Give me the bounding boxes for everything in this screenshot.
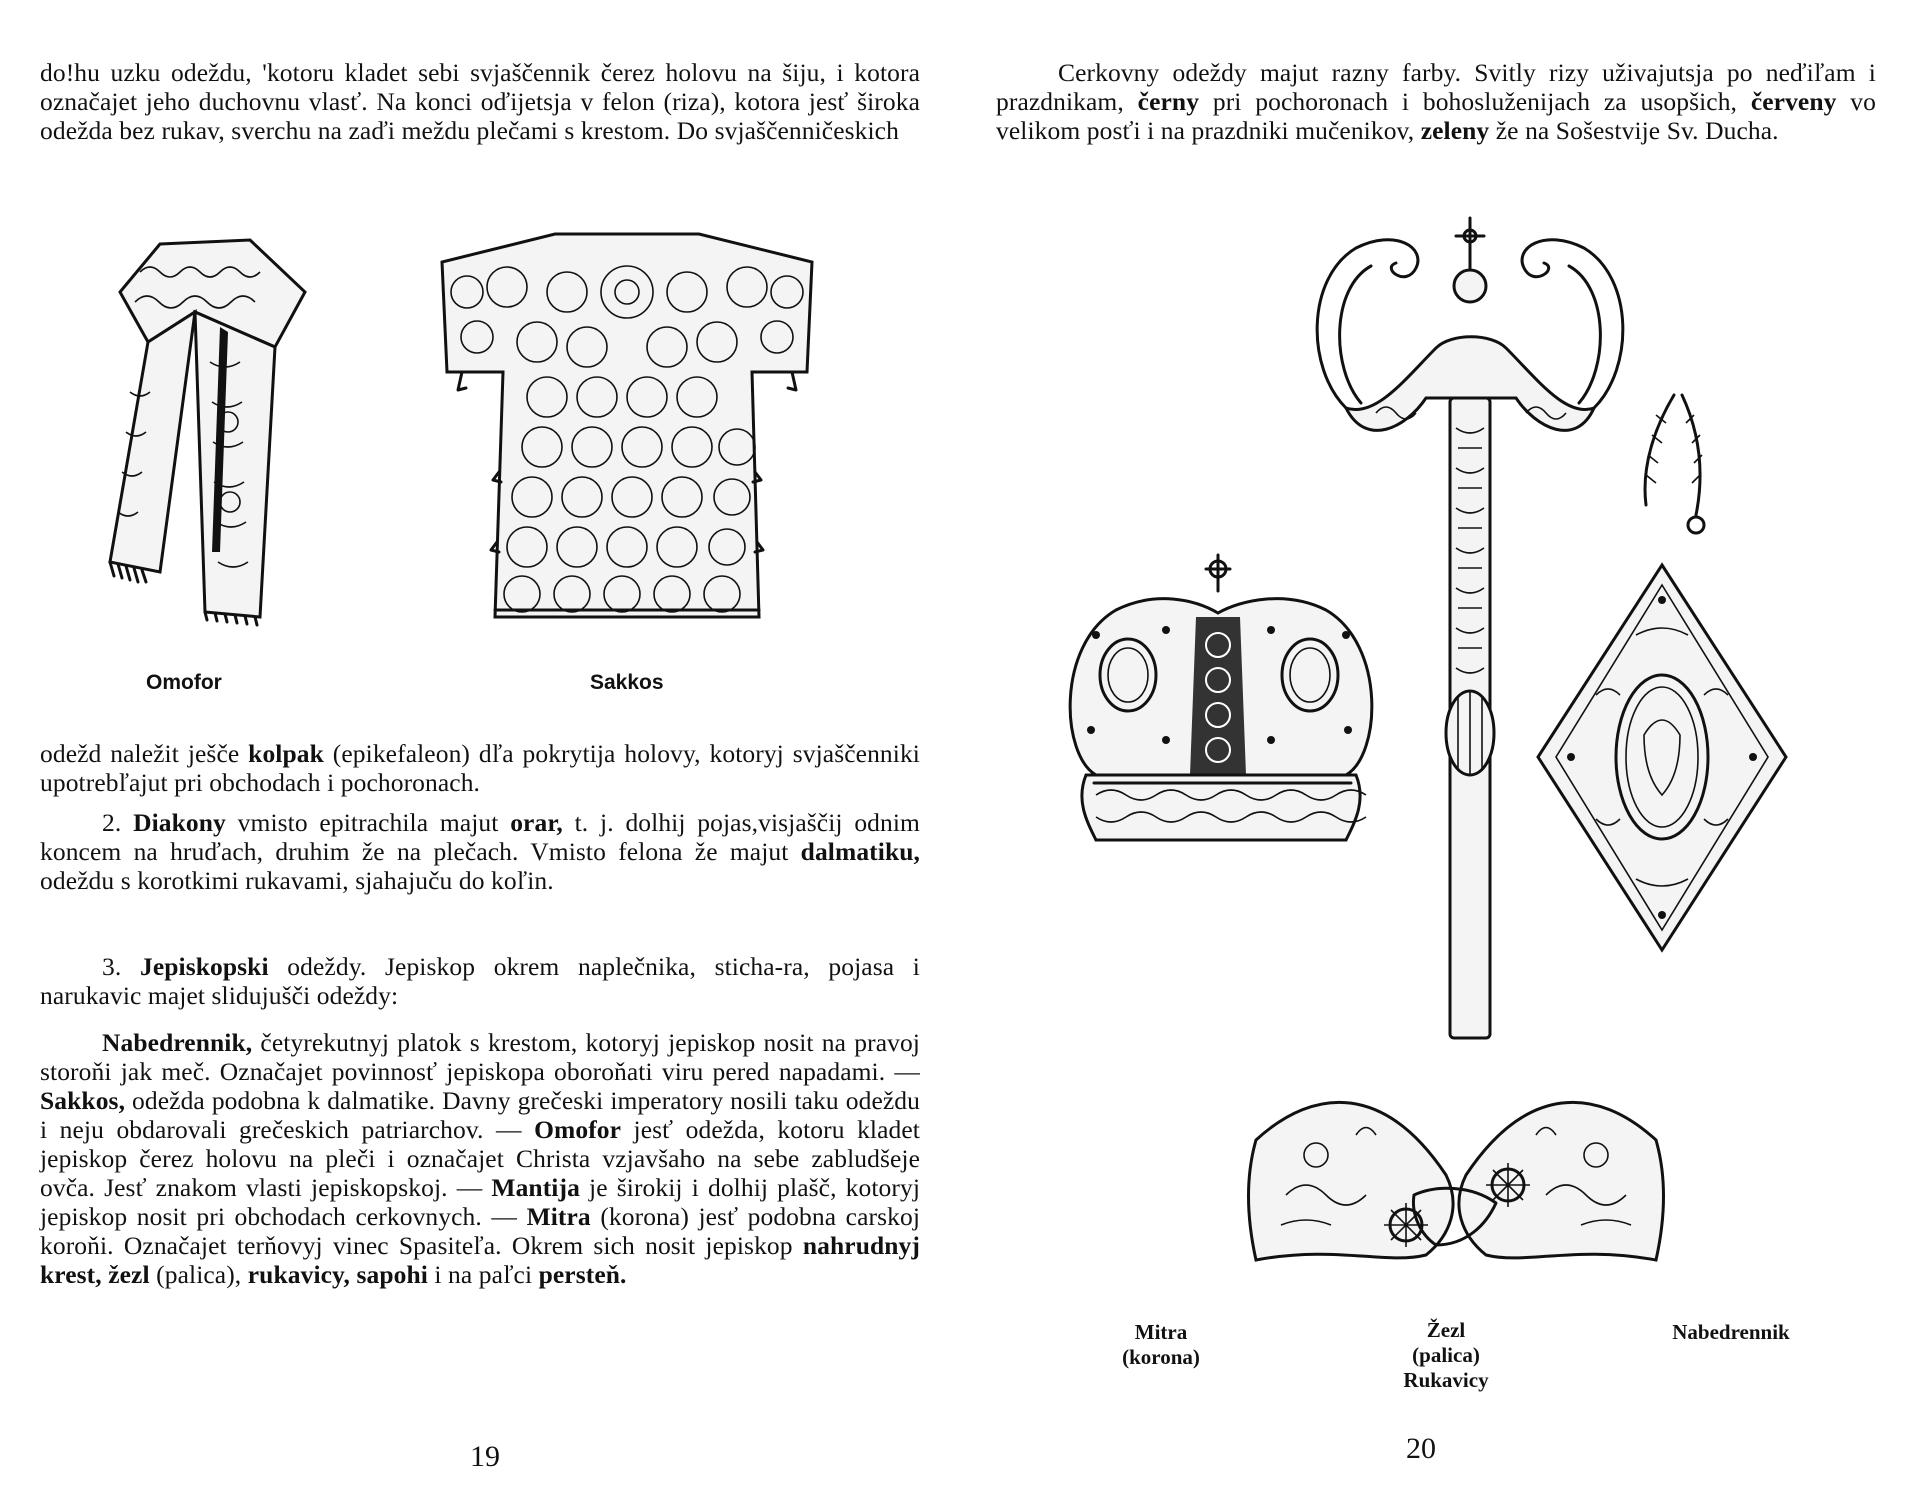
page-number-left: 19	[470, 1440, 500, 1473]
zezl-caption: Žezl (palica) Rukavicy	[1403, 1318, 1489, 1392]
mitra-caption: Mitra (korona)	[1122, 1320, 1200, 1369]
nabedrennik-caption: Nabedrennik	[1672, 1320, 1790, 1344]
right-top-paragraph: Cerkovny odeždy majut razny farby. Svitly rizy uživajutsja po neďiľam i prazdnikam, černy pri pochoronach i bohosluženijach za usopšich, červeny vo velikom posťi i na prazdniki mučenikov, zeleny že na Sošestvije Sv. Ducha.	[996, 58, 1876, 145]
page-number-right: 20	[1406, 1432, 1436, 1465]
rukavicy-illustration	[1246, 1085, 1666, 1275]
paragraph-kolpak: odežd naležit ješče kolpak (epikefaleon) dľa pokrytija holovy, kotoryj svjaščenniki upotrebľajut pri obchodach i pochoronach.	[40, 739, 920, 797]
right-page	[956, 0, 1912, 1500]
left-top-paragraph: do!hu uzku odeždu, 'kotoru kladet sebi svjaščennik čerez holovu na šiju, i kotora označajet jeho duchovnu vlasť. Na konci oďijetsja v felon (riza), kotora jesť široka odežda bez rukav, sverchu na zaďi meždu plečami s krestom. Do svjaščenničeskich	[40, 58, 920, 145]
sakkos-illustration	[437, 222, 817, 632]
paragraph-diakony: 2. Diakony vmisto epitrachila majut orar, t. j. dolhij pojas,visjaščij odnim koncem na hruďach, druhim že na plečach. Vmisto felona že majut dalmatiku, odeždu s korotkimi rukavami, sjahajuču do koľin.	[40, 808, 920, 895]
omofor-caption: Omofor	[146, 671, 222, 694]
sakkos-caption: Sakkos	[590, 671, 664, 694]
omofor-illustration	[100, 232, 330, 622]
nabedrennik-illustration	[1536, 395, 1796, 955]
paragraph-jepiskopski: 3. Jepiskopski odeždy. Jepiskop okrem naplečnika, sticha-ra, pojasa i narukavic majet slidujušči odeždy:	[40, 952, 920, 1010]
paragraph-nabedrennik: Nabedrennik, četyrekutnyj platok s krestom, kotoryj jepiskop nosit na pravoj storoňi jak meč. Označajet povinnosť jepiskopa oboroňati viru pered napadami. — Sakkos, odežda podobna k dalmatike. Davny grečeski imperatory nosili taku odeždu i neju obdarovali grečeskich patriarchov. — Omofor jesť odežda, kotoru kladet jepiskop čerez holovu na pleči i označajet Christa vzjavšaho na sebe zabludšeje ovča. Jesť znakom vlasti jepiskopskoj. — Mantija je širokij i dolhij plašč, kotoryj jepiskop nosit pri obchodach cerkovnych. — Mitra (korona) jesť podobna carskoj koroňi. Označajet terňovyj vinec Spasiteľa. Okrem sich nosit jepiskop nahrudnyj krest, žezl (palica), rukavicy, sapohi i na paľci persteň.	[40, 1028, 921, 1289]
